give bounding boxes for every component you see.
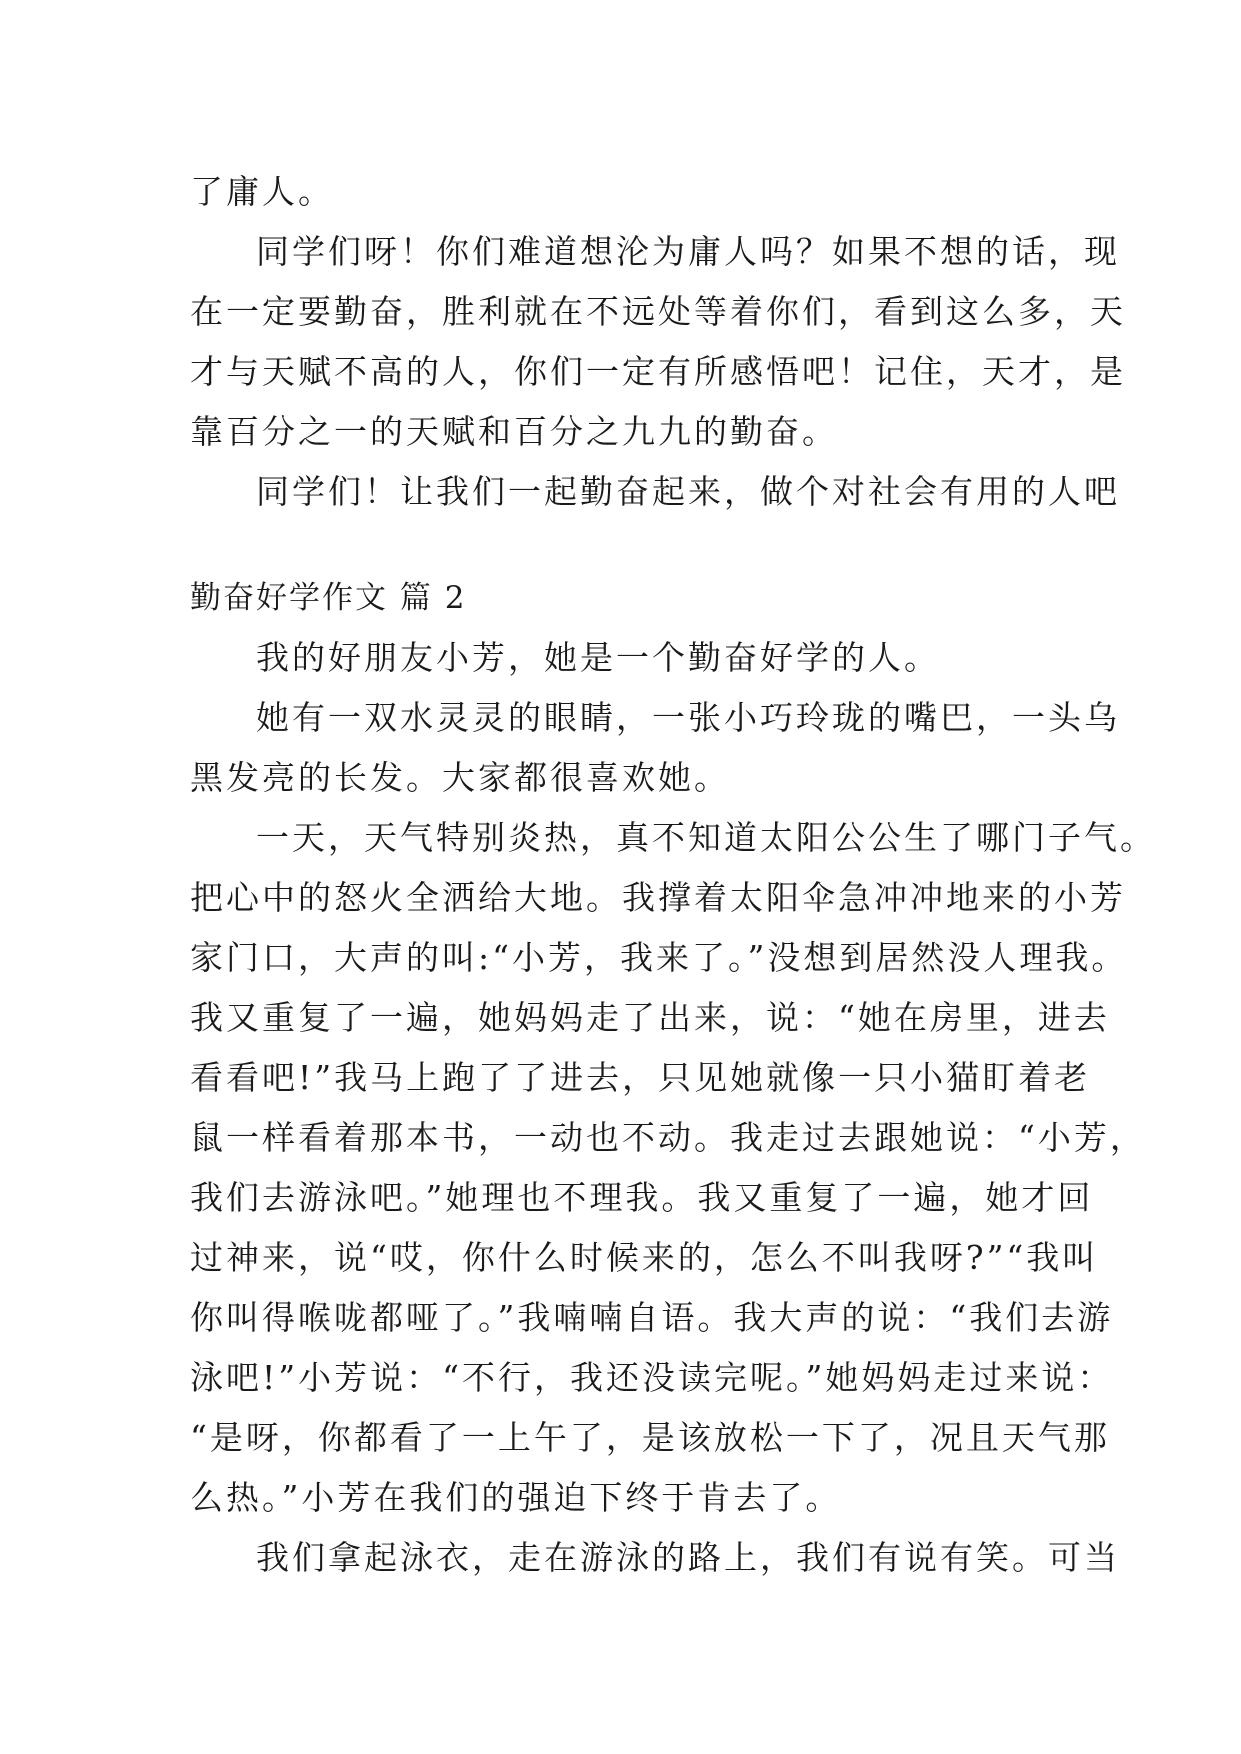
paragraph-line: 我又重复了一遍，她妈妈走了出来，说：“她在房里，进去	[190, 998, 1110, 1037]
paragraph-line: 了庸人。	[190, 172, 334, 211]
paragraph-line: 把心中的怒火全洒给大地。我撑着太阳伞急冲冲地来的小芳	[190, 878, 1126, 917]
paragraph-line: 才与天赋不高的人，你们一定有所感悟吧！记住，天才，是	[190, 352, 1126, 391]
paragraph-line: 黑发亮的长发。大家都很喜欢她。	[190, 758, 730, 797]
paragraph-line: 鼠一样看着那本书，一动也不动。我走过去跟她说：“小芳，	[190, 1118, 1146, 1157]
paragraph-line: 我的好朋友小芳，她是一个勤奋好学的人。	[256, 638, 940, 677]
section-two-text	[190, 628, 1156, 1588]
paragraph-line: 她有一双水灵灵的眼睛，一张小巧玲珑的嘴巴，一头乌	[256, 698, 1120, 737]
paragraph-line: 靠百分之一的天赋和百分之九九的勤奋。	[190, 412, 838, 451]
paragraph-line: 一天，天气特别炎热，真不知道太阳公公生了哪门子气。	[256, 818, 1156, 857]
paragraph-line: 泳吧!”小芳说：“不行，我还没读完呢。”她妈妈走过来说：	[190, 1358, 1114, 1397]
paragraph-line: 我们去游泳吧。”她理也不理我。我又重复了一遍，她才回	[190, 1178, 1094, 1217]
paragraph-line: “是呀，你都看了一上午了，是该放松一下了，况且天气那	[190, 1418, 1110, 1457]
article-heading: 勤奋好学作文 篇 2	[190, 580, 467, 616]
paragraph-line: 么热。”小芳在我们的强迫下终于肯去了。	[190, 1478, 842, 1517]
paragraph-line: 家门口，大声的叫:“小芳，我来了。”没想到居然没人理我。	[190, 938, 1128, 977]
section-one-text	[190, 162, 1126, 522]
paragraph-line: 你叫得喉咙都哑了。”我喃喃自语。我大声的说：“我们去游	[190, 1298, 1114, 1337]
paragraph-line: 在一定要勤奋，胜利就在不远处等着你们，看到这么多，天	[190, 292, 1126, 331]
paragraph-line: 看看吧!”我马上跑了了进去，只见她就像一只小猫盯着老	[190, 1058, 1091, 1097]
paragraph-line: 过神来，说“哎，你什么时候来的，怎么不叫我呀?”“我叫	[190, 1238, 1099, 1277]
paragraph-line: 我们拿起泳衣，走在游泳的路上，我们有说有笑。可当	[256, 1538, 1120, 1577]
paragraph-line: 同学们呀！你们难道想沦为庸人吗？如果不想的话，现	[256, 232, 1120, 271]
paragraph-line: 同学们！让我们一起勤奋起来，做个对社会有用的人吧	[256, 472, 1120, 511]
